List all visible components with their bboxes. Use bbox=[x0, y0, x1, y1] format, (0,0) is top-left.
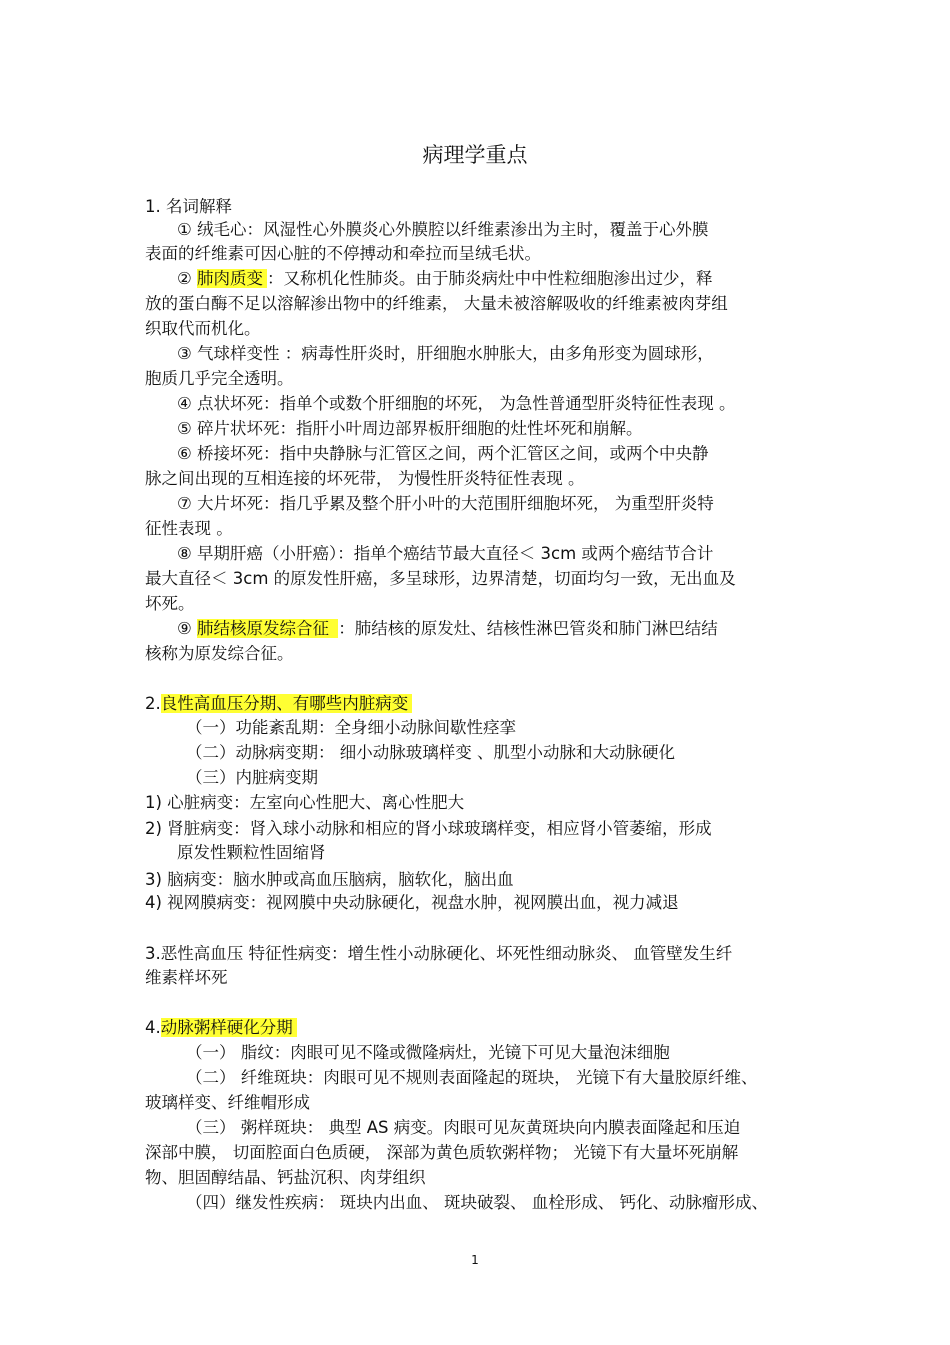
highlighted-heading: 良性高血压分期、有哪些内脏病变 bbox=[161, 694, 413, 713]
text-line: 玻璃样变、纤维帽形成 bbox=[145, 1093, 310, 1112]
list-item: 1) 心脏病变：左室向心性肥大、离心性肥大 bbox=[145, 793, 465, 812]
text-line: 原发性颗粒性固缩肾 bbox=[177, 843, 326, 862]
text-line: （三） 粥样斑块： 典型 AS 病变。肉眼可见灰黄斑块向内膜表面隆起和压迫 bbox=[186, 1118, 741, 1137]
line-prefix: ⑨ bbox=[177, 619, 198, 638]
text-line bbox=[177, 618, 718, 640]
text-line: 织取代而机化。 bbox=[145, 319, 261, 338]
text-line: ⑦ 大片坏死：指几乎累及整个肝小叶的大范围肝细胞坏死， 为重型肝炎特 bbox=[177, 494, 714, 513]
highlighted-term: 肺结核原发综合征 bbox=[197, 619, 338, 638]
text-line: 胞质几乎完全透明。 bbox=[145, 369, 294, 388]
text-line: ⑥ 桥接坏死：指中央静脉与汇管区之间，两个汇管区之间，或两个中央静 bbox=[177, 444, 709, 463]
page-title: 病理学重点 bbox=[422, 143, 528, 167]
text-line: ③ 气球样变性 ：病毒性肝炎时，肝细胞水肿胀大，由多角形变为圆球形， bbox=[177, 344, 714, 363]
text-line: ⑤ 碎片状坏死：指肝小叶周边部界板肝细胞的灶性坏死和崩解。 bbox=[177, 419, 643, 438]
text-line: ④ 点状坏死：指单个或数个肝细胞的坏死， 为急性普通型肝炎特征性表现 。 bbox=[177, 394, 736, 413]
text-line: 最大直径＜ 3cm 的原发性肝癌，多呈球形，边界清楚，切面均匀一致，无出血及 bbox=[145, 569, 736, 588]
line-suffix: ：又称机化性肺炎。由于肺炎病灶中中性粒细胞渗出过少，释 bbox=[267, 269, 713, 288]
text-line: 维素样坏死 bbox=[145, 968, 228, 987]
line-suffix: ：肺结核的原发灶、结核性淋巴管炎和肺门淋巴结结 bbox=[338, 619, 718, 638]
text-line: （一）功能紊乱期：全身细小动脉间歇性痉挛 bbox=[186, 718, 516, 737]
text-line: 放的蛋白酶不足以溶解渗出物中的纤维素， 大量未被溶解吸收的纤维素被肉芽组 bbox=[145, 294, 728, 313]
text-line: （三）内脏病变期 bbox=[186, 768, 318, 787]
text-line: 脉之间出现的互相连接的坏死带， 为慢性肝炎特征性表现 。 bbox=[145, 469, 585, 488]
section-number: 4. bbox=[145, 1018, 161, 1037]
section-heading: 3.恶性高血压 特征性病变：增生性小动脉硬化、坏死性细动脉炎、 血管壁发生纤 bbox=[145, 944, 733, 963]
list-item: 2) 肾脏病变：肾入球小动脉和相应的肾小球玻璃样变，相应肾小管萎缩，形成 bbox=[145, 819, 712, 838]
text-line: 深部中膜， 切面腔面白色质硬， 深部为黄色质软粥样物； 光镜下有大量坏死崩解 bbox=[145, 1143, 739, 1162]
text-line: ⑧ 早期肝癌（小肝癌）：指单个癌结节最大直径＜ 3cm 或两个癌结节合计 bbox=[177, 544, 714, 563]
text-line: （二） 纤维斑块：肉眼可见不规则表面隆起的斑块， 光镜下有大量胶原纤维、 bbox=[186, 1068, 758, 1087]
text-line: 表面的纤维素可因心脏的不停搏动和牵拉而呈绒毛状。 bbox=[145, 244, 541, 263]
line-prefix: ② bbox=[177, 269, 198, 288]
page-number: 1 bbox=[471, 1253, 479, 1267]
section-heading bbox=[145, 1017, 297, 1039]
text-line: （一） 脂纹：肉眼可见不隆或微隆病灶，光镜下可见大量泡沫细胞 bbox=[186, 1043, 670, 1062]
section-number: 2. bbox=[145, 694, 161, 713]
section-heading bbox=[145, 693, 412, 715]
section-heading: 1. 名词解释 bbox=[145, 197, 232, 216]
text-line: （四）继发性疾病： 斑块内出血、 斑块破裂、 血栓形成、 钙化、动脉瘤形成、 bbox=[186, 1193, 768, 1212]
highlighted-term: 肺肉质变 bbox=[197, 269, 267, 288]
text-line bbox=[177, 268, 713, 290]
list-item: 4) 视网膜病变：视网膜中央动脉硬化，视盘水肿，视网膜出血，视力减退 bbox=[145, 893, 679, 912]
text-line: 征性表现 。 bbox=[145, 519, 233, 538]
list-item: 3) 脑病变：脑水肿或高血压脑病，脑软化，脑出血 bbox=[145, 870, 514, 889]
text-line: 坏死。 bbox=[145, 594, 195, 613]
text-line: 物、胆固醇结晶、钙盐沉积、肉芽组织 bbox=[145, 1168, 426, 1187]
highlighted-heading: 动脉粥样硬化分期 bbox=[161, 1018, 297, 1037]
text-line: （二）动脉病变期： 细小动脉玻璃样变 、肌型小动脉和大动脉硬化 bbox=[186, 743, 675, 762]
text-line: 核称为原发综合征。 bbox=[145, 644, 294, 663]
text-line: ① 绒毛心：风湿性心外膜炎心外膜腔以纤维素渗出为主时，覆盖于心外膜 bbox=[177, 220, 709, 239]
